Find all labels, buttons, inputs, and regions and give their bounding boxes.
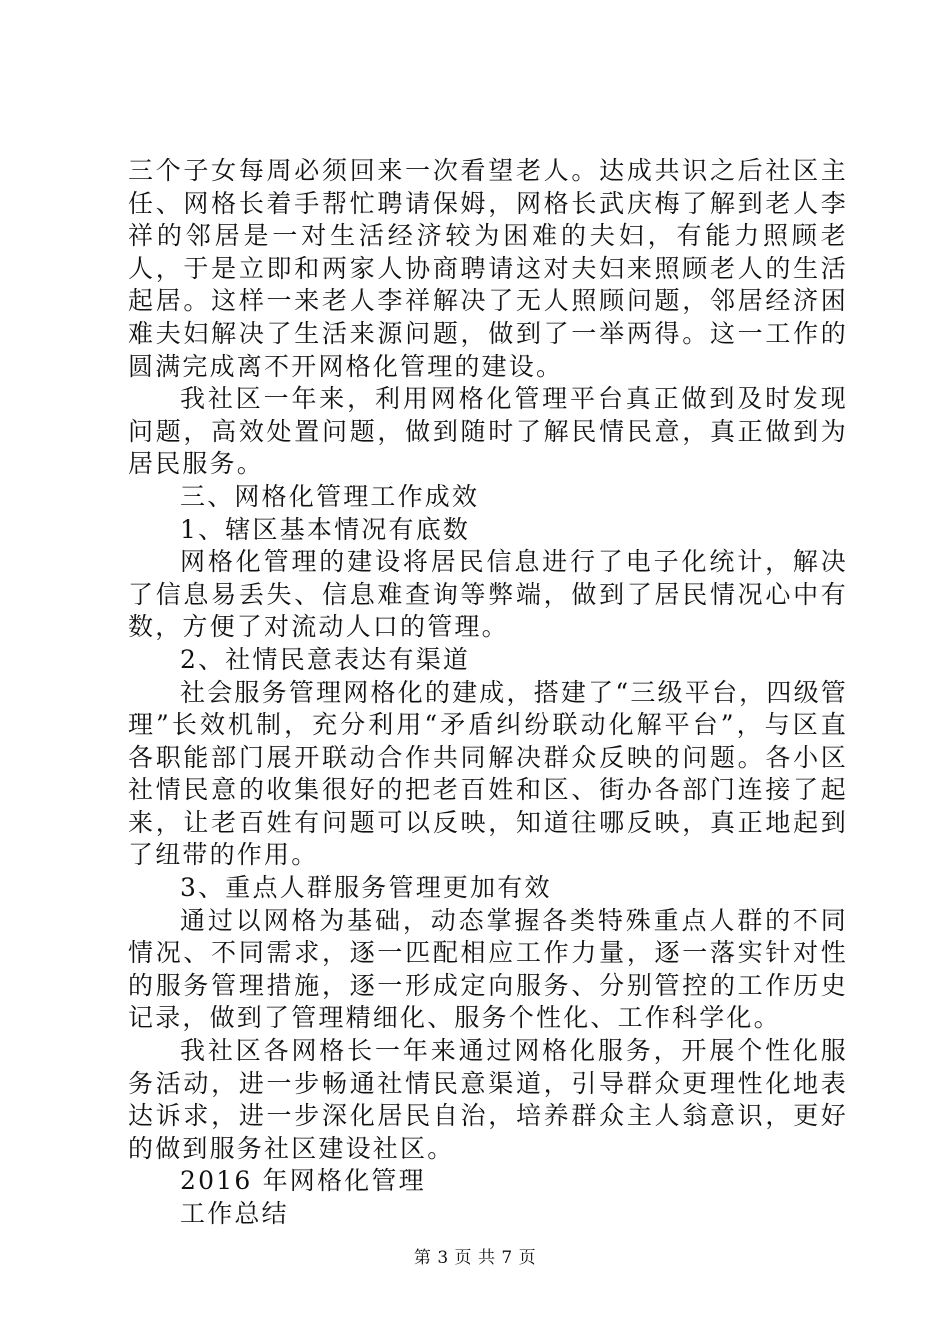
subheading-3: 3、重点人群服务管理更加有效 — [180, 873, 552, 903]
section-heading: 三、网格化管理工作成效 — [180, 481, 480, 511]
subheading-2: 2、社情民意表达有渠道 — [180, 644, 471, 674]
paragraph-1: 网格化管理的建设将居民信息进行了电子化统计，解决了信息易丢失、信息难查询等弊端，做到了居民情况心中有数，方便了对流动人口的管理。 — [128, 547, 848, 642]
page-number-footer: 第 3 页 共 7 页 — [413, 1248, 537, 1268]
subheading-1: 1、辖区基本情况有底数 — [180, 514, 471, 544]
paragraph-summary: 我社区一年来，利用网格化管理平台真正做到及时发现问题，高效处置问题，做到随时了解民情民意，真正做到为居民服务。 — [128, 384, 848, 479]
paragraph-3: 通过以网格为基础，动态掌握各类特殊重点人群的不同情况、不同需求，逐一匹配相应工作力量，逐一落实针对性的服务管理措施，逐一形成定向服务、分别管控的工作历史记录，做到了管理精细化、服务个性化、工作科学化。 — [128, 905, 848, 1033]
paragraph-closing: 我社区各网格长一年来通过网格化服务，开展个性化服务活动，进一步畅通社情民意渠道，引导群众更理性化地表达诉求，进一步深化居民自治，培养群众主人翁意识，更好的做到服务社区建设社区。 — [128, 1036, 848, 1163]
paragraph-2: 社会服务管理网格化的建成，搭建了“三级平台，四级管理”长效机制，充分利用“矛盾纠纷联动化解平台”，与区直各职能部门展开联动合作共同解决群众反映的问题。各小区社情民意的收集很好的把老百姓和区、街办各部门连接了起来，让老百姓有问题可以反映，知道往哪反映，真正地起到了纽带的作用。 — [128, 677, 848, 870]
title-line-2: 工作总结 — [180, 1199, 289, 1228]
document-body — [128, 155, 848, 1231]
title-line-1: 2016 年网格化管理 — [180, 1166, 426, 1196]
paragraph-continuation: 三个子女每周必须回来一次看望老人。达成共识之后社区主任、网格长着手帮忙聘请保姆，网格长武庆梅了解到老人李祥的邻居是一对生活经济较为困难的夫妇，有能力照顾老人，于是立即和两家人协商聘请这对夫妇来照顾老人的生活起居。这样一来老人李祥解决了无人照顾问题，邻居经济困难夫妇解决了生活来源问题，做到了一举两得。这一工作的圆满完成离不开网格化管理的建设。 — [128, 156, 848, 381]
